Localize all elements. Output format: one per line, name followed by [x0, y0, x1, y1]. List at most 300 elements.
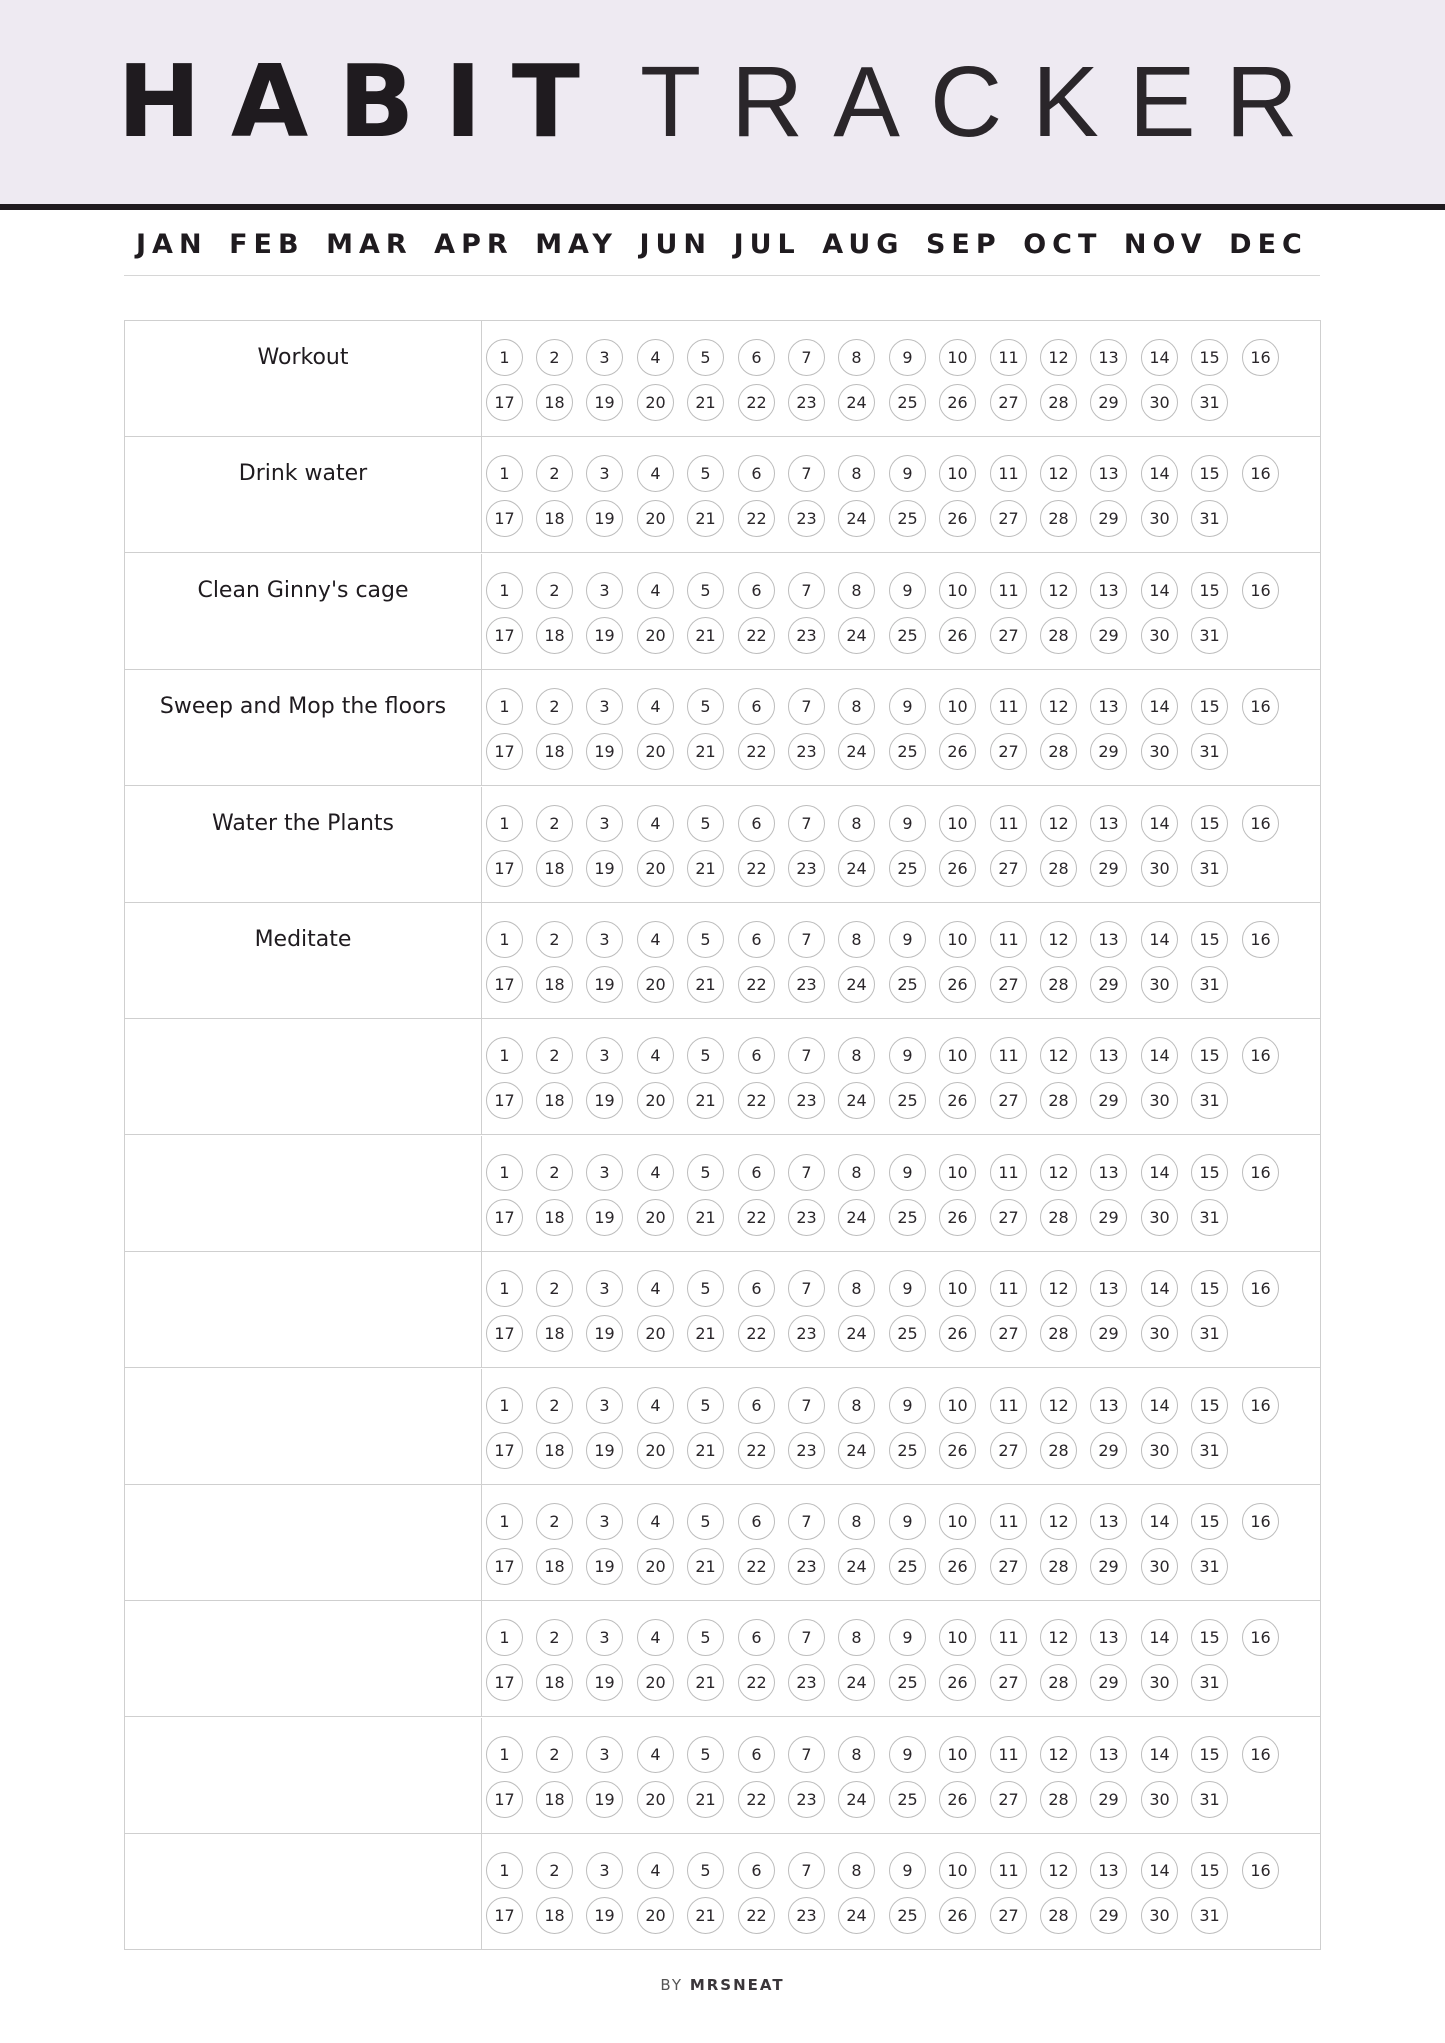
day-circle[interactable]: 1 — [486, 1270, 523, 1307]
day-circle[interactable]: 23 — [788, 1315, 825, 1352]
day-circle[interactable]: 3 — [586, 921, 623, 958]
day-circle[interactable]: 22 — [738, 850, 775, 887]
day-circle[interactable]: 8 — [838, 1387, 875, 1424]
day-circle[interactable]: 10 — [939, 921, 976, 958]
day-circle[interactable]: 14 — [1141, 1037, 1178, 1074]
day-circle[interactable]: 30 — [1141, 1199, 1178, 1236]
day-circle[interactable]: 27 — [990, 1432, 1027, 1469]
day-circle[interactable]: 10 — [939, 455, 976, 492]
day-circle[interactable]: 27 — [990, 850, 1027, 887]
day-circle[interactable]: 28 — [1040, 1897, 1077, 1934]
day-circle[interactable]: 26 — [939, 1897, 976, 1934]
day-circle[interactable]: 25 — [889, 733, 926, 770]
day-circle[interactable]: 12 — [1040, 1852, 1077, 1889]
day-circle[interactable]: 18 — [536, 733, 573, 770]
day-circle[interactable]: 31 — [1191, 1199, 1228, 1236]
day-circle[interactable]: 20 — [637, 617, 674, 654]
day-circle[interactable]: 27 — [990, 733, 1027, 770]
day-circle[interactable]: 20 — [637, 384, 674, 421]
day-circle[interactable]: 4 — [637, 1270, 674, 1307]
day-circle[interactable]: 14 — [1141, 921, 1178, 958]
day-circle[interactable]: 27 — [990, 500, 1027, 537]
day-circle[interactable]: 12 — [1040, 455, 1077, 492]
day-circle[interactable]: 13 — [1090, 1270, 1127, 1307]
day-circle[interactable]: 6 — [738, 1619, 775, 1656]
day-circle[interactable]: 9 — [889, 1736, 926, 1773]
day-circle[interactable]: 25 — [889, 1548, 926, 1585]
day-circle[interactable]: 21 — [687, 1199, 724, 1236]
day-circle[interactable]: 18 — [536, 500, 573, 537]
day-circle[interactable]: 26 — [939, 850, 976, 887]
day-circle[interactable]: 30 — [1141, 1082, 1178, 1119]
day-circle[interactable]: 7 — [788, 1037, 825, 1074]
day-circle[interactable]: 30 — [1141, 1664, 1178, 1701]
day-circle[interactable]: 21 — [687, 966, 724, 1003]
day-circle[interactable]: 13 — [1090, 339, 1127, 376]
day-circle[interactable]: 24 — [838, 1897, 875, 1934]
day-circle[interactable]: 6 — [738, 572, 775, 609]
day-circle[interactable]: 24 — [838, 1781, 875, 1818]
day-circle[interactable]: 2 — [536, 805, 573, 842]
day-circle[interactable]: 13 — [1090, 805, 1127, 842]
day-circle[interactable]: 2 — [536, 455, 573, 492]
day-circle[interactable]: 16 — [1242, 1270, 1279, 1307]
day-circle[interactable]: 16 — [1242, 1503, 1279, 1540]
day-circle[interactable]: 18 — [536, 384, 573, 421]
day-circle[interactable]: 20 — [637, 850, 674, 887]
day-circle[interactable]: 18 — [536, 617, 573, 654]
day-circle[interactable]: 2 — [536, 1852, 573, 1889]
month-mar[interactable]: MAR — [326, 228, 413, 260]
day-circle[interactable]: 30 — [1141, 1432, 1178, 1469]
day-circle[interactable]: 17 — [486, 1082, 523, 1119]
day-circle[interactable]: 14 — [1141, 805, 1178, 842]
day-circle[interactable]: 9 — [889, 1037, 926, 1074]
day-circle[interactable]: 16 — [1242, 1852, 1279, 1889]
habit-name-cell[interactable] — [125, 1834, 482, 1950]
day-circle[interactable]: 27 — [990, 1781, 1027, 1818]
day-circle[interactable]: 3 — [586, 805, 623, 842]
day-circle[interactable]: 20 — [637, 1897, 674, 1934]
day-circle[interactable]: 4 — [637, 1154, 674, 1191]
day-circle[interactable]: 1 — [486, 1154, 523, 1191]
day-circle[interactable]: 8 — [838, 1736, 875, 1773]
day-circle[interactable]: 26 — [939, 966, 976, 1003]
day-circle[interactable]: 22 — [738, 500, 775, 537]
day-circle[interactable]: 21 — [687, 850, 724, 887]
day-circle[interactable]: 17 — [486, 850, 523, 887]
day-circle[interactable]: 5 — [687, 1736, 724, 1773]
day-circle[interactable]: 28 — [1040, 1199, 1077, 1236]
day-circle[interactable]: 28 — [1040, 617, 1077, 654]
day-circle[interactable]: 9 — [889, 1852, 926, 1889]
day-circle[interactable]: 12 — [1040, 1154, 1077, 1191]
day-circle[interactable]: 23 — [788, 1082, 825, 1119]
day-circle[interactable]: 25 — [889, 1781, 926, 1818]
day-circle[interactable]: 31 — [1191, 966, 1228, 1003]
day-circle[interactable]: 7 — [788, 1503, 825, 1540]
day-circle[interactable]: 16 — [1242, 1154, 1279, 1191]
day-circle[interactable]: 20 — [637, 1664, 674, 1701]
day-circle[interactable]: 22 — [738, 1082, 775, 1119]
day-circle[interactable]: 31 — [1191, 1432, 1228, 1469]
day-circle[interactable]: 10 — [939, 1154, 976, 1191]
day-circle[interactable]: 11 — [990, 1037, 1027, 1074]
day-circle[interactable]: 17 — [486, 966, 523, 1003]
day-circle[interactable]: 28 — [1040, 850, 1077, 887]
day-circle[interactable]: 31 — [1191, 1664, 1228, 1701]
day-circle[interactable]: 22 — [738, 966, 775, 1003]
day-circle[interactable]: 19 — [586, 1082, 623, 1119]
day-circle[interactable]: 14 — [1141, 1387, 1178, 1424]
day-circle[interactable]: 19 — [586, 966, 623, 1003]
day-circle[interactable]: 1 — [486, 339, 523, 376]
month-nov[interactable]: NOV — [1123, 228, 1208, 260]
day-circle[interactable]: 27 — [990, 1082, 1027, 1119]
day-circle[interactable]: 28 — [1040, 500, 1077, 537]
day-circle[interactable]: 22 — [738, 1897, 775, 1934]
day-circle[interactable]: 16 — [1242, 455, 1279, 492]
day-circle[interactable]: 1 — [486, 572, 523, 609]
habit-name-cell[interactable] — [125, 1718, 482, 1833]
day-circle[interactable]: 5 — [687, 1270, 724, 1307]
day-circle[interactable]: 17 — [486, 384, 523, 421]
day-circle[interactable]: 18 — [536, 1548, 573, 1585]
day-circle[interactable]: 5 — [687, 1852, 724, 1889]
day-circle[interactable]: 6 — [738, 455, 775, 492]
day-circle[interactable]: 5 — [687, 1387, 724, 1424]
day-circle[interactable]: 15 — [1191, 1154, 1228, 1191]
day-circle[interactable]: 26 — [939, 1432, 976, 1469]
day-circle[interactable]: 13 — [1090, 455, 1127, 492]
day-circle[interactable]: 14 — [1141, 1852, 1178, 1889]
day-circle[interactable]: 7 — [788, 688, 825, 725]
day-circle[interactable]: 4 — [637, 339, 674, 376]
day-circle[interactable]: 30 — [1141, 617, 1178, 654]
day-circle[interactable]: 25 — [889, 1664, 926, 1701]
day-circle[interactable]: 26 — [939, 1664, 976, 1701]
day-circle[interactable]: 26 — [939, 1315, 976, 1352]
day-circle[interactable]: 19 — [586, 850, 623, 887]
day-circle[interactable]: 4 — [637, 688, 674, 725]
day-circle[interactable]: 13 — [1090, 1619, 1127, 1656]
day-circle[interactable]: 18 — [536, 966, 573, 1003]
day-circle[interactable]: 16 — [1242, 572, 1279, 609]
day-circle[interactable]: 7 — [788, 1387, 825, 1424]
habit-name-cell[interactable] — [125, 1485, 482, 1600]
day-circle[interactable]: 17 — [486, 1897, 523, 1934]
day-circle[interactable]: 19 — [586, 1548, 623, 1585]
day-circle[interactable]: 1 — [486, 1503, 523, 1540]
day-circle[interactable]: 10 — [939, 1736, 976, 1773]
day-circle[interactable]: 4 — [637, 921, 674, 958]
day-circle[interactable]: 25 — [889, 1315, 926, 1352]
day-circle[interactable]: 18 — [536, 1432, 573, 1469]
day-circle[interactable]: 7 — [788, 339, 825, 376]
day-circle[interactable]: 1 — [486, 688, 523, 725]
day-circle[interactable]: 21 — [687, 384, 724, 421]
month-feb[interactable]: FEB — [229, 228, 305, 260]
day-circle[interactable]: 7 — [788, 1270, 825, 1307]
day-circle[interactable]: 22 — [738, 1199, 775, 1236]
day-circle[interactable]: 5 — [687, 1154, 724, 1191]
day-circle[interactable]: 2 — [536, 688, 573, 725]
day-circle[interactable]: 3 — [586, 1037, 623, 1074]
day-circle[interactable]: 17 — [486, 617, 523, 654]
habit-name-cell[interactable] — [125, 1252, 482, 1367]
day-circle[interactable]: 24 — [838, 1664, 875, 1701]
day-circle[interactable]: 13 — [1090, 1037, 1127, 1074]
day-circle[interactable]: 11 — [990, 1154, 1027, 1191]
month-apr[interactable]: APR — [434, 228, 514, 260]
day-circle[interactable]: 19 — [586, 1781, 623, 1818]
day-circle[interactable]: 11 — [990, 805, 1027, 842]
day-circle[interactable]: 18 — [536, 1897, 573, 1934]
day-circle[interactable]: 8 — [838, 688, 875, 725]
day-circle[interactable]: 27 — [990, 1199, 1027, 1236]
day-circle[interactable]: 2 — [536, 1037, 573, 1074]
day-circle[interactable]: 5 — [687, 688, 724, 725]
day-circle[interactable]: 19 — [586, 500, 623, 537]
day-circle[interactable]: 12 — [1040, 1736, 1077, 1773]
day-circle[interactable]: 15 — [1191, 1270, 1228, 1307]
day-circle[interactable]: 20 — [637, 1781, 674, 1818]
day-circle[interactable]: 27 — [990, 617, 1027, 654]
day-circle[interactable]: 29 — [1090, 966, 1127, 1003]
day-circle[interactable]: 27 — [990, 1664, 1027, 1701]
day-circle[interactable]: 3 — [586, 1619, 623, 1656]
day-circle[interactable]: 27 — [990, 1548, 1027, 1585]
day-circle[interactable]: 21 — [687, 1781, 724, 1818]
day-circle[interactable]: 6 — [738, 1852, 775, 1889]
day-circle[interactable]: 31 — [1191, 1315, 1228, 1352]
day-circle[interactable]: 28 — [1040, 733, 1077, 770]
day-circle[interactable]: 28 — [1040, 966, 1077, 1003]
day-circle[interactable]: 6 — [738, 1503, 775, 1540]
day-circle[interactable]: 14 — [1141, 339, 1178, 376]
day-circle[interactable]: 22 — [738, 1315, 775, 1352]
day-circle[interactable]: 13 — [1090, 1503, 1127, 1540]
day-circle[interactable]: 12 — [1040, 805, 1077, 842]
day-circle[interactable]: 19 — [586, 1432, 623, 1469]
day-circle[interactable]: 20 — [637, 500, 674, 537]
day-circle[interactable]: 31 — [1191, 384, 1228, 421]
day-circle[interactable]: 21 — [687, 733, 724, 770]
day-circle[interactable]: 10 — [939, 688, 976, 725]
day-circle[interactable]: 30 — [1141, 1781, 1178, 1818]
day-circle[interactable]: 29 — [1090, 1548, 1127, 1585]
day-circle[interactable]: 31 — [1191, 1082, 1228, 1119]
day-circle[interactable]: 29 — [1090, 384, 1127, 421]
day-circle[interactable]: 14 — [1141, 1154, 1178, 1191]
day-circle[interactable]: 29 — [1090, 1082, 1127, 1119]
day-circle[interactable]: 12 — [1040, 572, 1077, 609]
day-circle[interactable]: 17 — [486, 500, 523, 537]
day-circle[interactable]: 28 — [1040, 1548, 1077, 1585]
day-circle[interactable]: 12 — [1040, 339, 1077, 376]
day-circle[interactable]: 14 — [1141, 455, 1178, 492]
day-circle[interactable]: 9 — [889, 805, 926, 842]
day-circle[interactable]: 11 — [990, 339, 1027, 376]
day-circle[interactable]: 11 — [990, 1270, 1027, 1307]
day-circle[interactable]: 7 — [788, 1154, 825, 1191]
day-circle[interactable]: 1 — [486, 1387, 523, 1424]
day-circle[interactable]: 21 — [687, 1082, 724, 1119]
day-circle[interactable]: 1 — [486, 921, 523, 958]
day-circle[interactable]: 14 — [1141, 572, 1178, 609]
day-circle[interactable]: 29 — [1090, 1664, 1127, 1701]
day-circle[interactable]: 31 — [1191, 733, 1228, 770]
day-circle[interactable]: 9 — [889, 688, 926, 725]
day-circle[interactable]: 29 — [1090, 1315, 1127, 1352]
day-circle[interactable]: 9 — [889, 572, 926, 609]
day-circle[interactable]: 8 — [838, 339, 875, 376]
day-circle[interactable]: 16 — [1242, 688, 1279, 725]
day-circle[interactable]: 7 — [788, 1619, 825, 1656]
day-circle[interactable]: 30 — [1141, 1897, 1178, 1934]
day-circle[interactable]: 2 — [536, 1736, 573, 1773]
day-circle[interactable]: 26 — [939, 617, 976, 654]
day-circle[interactable]: 22 — [738, 1548, 775, 1585]
day-circle[interactable]: 14 — [1141, 1736, 1178, 1773]
day-circle[interactable]: 14 — [1141, 688, 1178, 725]
day-circle[interactable]: 6 — [738, 1154, 775, 1191]
day-circle[interactable]: 20 — [637, 1548, 674, 1585]
day-circle[interactable]: 28 — [1040, 1664, 1077, 1701]
day-circle[interactable]: 9 — [889, 1387, 926, 1424]
day-circle[interactable]: 21 — [687, 1664, 724, 1701]
day-circle[interactable]: 27 — [990, 1315, 1027, 1352]
day-circle[interactable]: 30 — [1141, 850, 1178, 887]
day-circle[interactable]: 10 — [939, 339, 976, 376]
day-circle[interactable]: 13 — [1090, 1154, 1127, 1191]
day-circle[interactable]: 17 — [486, 1664, 523, 1701]
day-circle[interactable]: 2 — [536, 1503, 573, 1540]
day-circle[interactable]: 12 — [1040, 921, 1077, 958]
day-circle[interactable]: 6 — [738, 339, 775, 376]
day-circle[interactable]: 5 — [687, 1037, 724, 1074]
day-circle[interactable]: 13 — [1090, 688, 1127, 725]
day-circle[interactable]: 11 — [990, 1619, 1027, 1656]
day-circle[interactable]: 20 — [637, 733, 674, 770]
day-circle[interactable]: 10 — [939, 1852, 976, 1889]
day-circle[interactable]: 8 — [838, 1503, 875, 1540]
day-circle[interactable]: 10 — [939, 805, 976, 842]
day-circle[interactable]: 7 — [788, 572, 825, 609]
day-circle[interactable]: 10 — [939, 1037, 976, 1074]
day-circle[interactable]: 29 — [1090, 1432, 1127, 1469]
day-circle[interactable]: 16 — [1242, 339, 1279, 376]
day-circle[interactable]: 23 — [788, 850, 825, 887]
day-circle[interactable]: 24 — [838, 1548, 875, 1585]
day-circle[interactable]: 3 — [586, 455, 623, 492]
day-circle[interactable]: 1 — [486, 1619, 523, 1656]
day-circle[interactable]: 12 — [1040, 1503, 1077, 1540]
day-circle[interactable]: 2 — [536, 921, 573, 958]
day-circle[interactable]: 6 — [738, 921, 775, 958]
day-circle[interactable]: 1 — [486, 1736, 523, 1773]
day-circle[interactable]: 21 — [687, 1432, 724, 1469]
day-circle[interactable]: 4 — [637, 805, 674, 842]
day-circle[interactable]: 6 — [738, 1270, 775, 1307]
month-jul[interactable]: JUL — [733, 228, 801, 260]
day-circle[interactable]: 23 — [788, 733, 825, 770]
day-circle[interactable]: 9 — [889, 1503, 926, 1540]
day-circle[interactable]: 5 — [687, 572, 724, 609]
day-circle[interactable]: 4 — [637, 1037, 674, 1074]
day-circle[interactable]: 5 — [687, 455, 724, 492]
day-circle[interactable]: 21 — [687, 1315, 724, 1352]
day-circle[interactable]: 26 — [939, 1781, 976, 1818]
habit-name-cell[interactable] — [125, 1601, 482, 1716]
day-circle[interactable]: 14 — [1141, 1270, 1178, 1307]
habit-name-cell[interactable] — [125, 1019, 482, 1134]
day-circle[interactable]: 22 — [738, 1664, 775, 1701]
day-circle[interactable]: 18 — [536, 1315, 573, 1352]
day-circle[interactable]: 17 — [486, 1315, 523, 1352]
day-circle[interactable]: 10 — [939, 1619, 976, 1656]
day-circle[interactable]: 6 — [738, 805, 775, 842]
day-circle[interactable]: 26 — [939, 384, 976, 421]
habit-name-cell[interactable] — [125, 437, 482, 552]
day-circle[interactable]: 27 — [990, 966, 1027, 1003]
day-circle[interactable]: 18 — [536, 1199, 573, 1236]
day-circle[interactable]: 4 — [637, 1619, 674, 1656]
day-circle[interactable]: 4 — [637, 1852, 674, 1889]
day-circle[interactable]: 29 — [1090, 850, 1127, 887]
day-circle[interactable]: 10 — [939, 572, 976, 609]
day-circle[interactable]: 11 — [990, 1387, 1027, 1424]
day-circle[interactable]: 3 — [586, 1736, 623, 1773]
day-circle[interactable]: 15 — [1191, 921, 1228, 958]
day-circle[interactable]: 15 — [1191, 339, 1228, 376]
day-circle[interactable]: 11 — [990, 455, 1027, 492]
day-circle[interactable]: 3 — [586, 572, 623, 609]
day-circle[interactable]: 11 — [990, 688, 1027, 725]
day-circle[interactable]: 12 — [1040, 1037, 1077, 1074]
day-circle[interactable]: 4 — [637, 1736, 674, 1773]
day-circle[interactable]: 21 — [687, 617, 724, 654]
day-circle[interactable]: 19 — [586, 1897, 623, 1934]
day-circle[interactable]: 29 — [1090, 617, 1127, 654]
day-circle[interactable]: 16 — [1242, 1037, 1279, 1074]
day-circle[interactable]: 3 — [586, 1154, 623, 1191]
habit-name-cell[interactable] — [125, 1136, 482, 1251]
day-circle[interactable]: 25 — [889, 966, 926, 1003]
habit-name-cell[interactable] — [125, 1369, 482, 1484]
day-circle[interactable]: 19 — [586, 384, 623, 421]
day-circle[interactable]: 24 — [838, 733, 875, 770]
day-circle[interactable]: 22 — [738, 617, 775, 654]
day-circle[interactable]: 25 — [889, 1432, 926, 1469]
day-circle[interactable]: 5 — [687, 805, 724, 842]
day-circle[interactable]: 7 — [788, 1736, 825, 1773]
day-circle[interactable]: 23 — [788, 1432, 825, 1469]
day-circle[interactable]: 15 — [1191, 1619, 1228, 1656]
day-circle[interactable]: 30 — [1141, 966, 1178, 1003]
habit-name-cell[interactable] — [125, 670, 482, 785]
day-circle[interactable]: 21 — [687, 500, 724, 537]
day-circle[interactable]: 24 — [838, 500, 875, 537]
day-circle[interactable]: 8 — [838, 1852, 875, 1889]
day-circle[interactable]: 31 — [1191, 617, 1228, 654]
day-circle[interactable]: 3 — [586, 339, 623, 376]
day-circle[interactable]: 5 — [687, 1619, 724, 1656]
day-circle[interactable]: 12 — [1040, 688, 1077, 725]
day-circle[interactable]: 22 — [738, 1781, 775, 1818]
day-circle[interactable]: 11 — [990, 1852, 1027, 1889]
month-may[interactable]: MAY — [535, 228, 618, 260]
